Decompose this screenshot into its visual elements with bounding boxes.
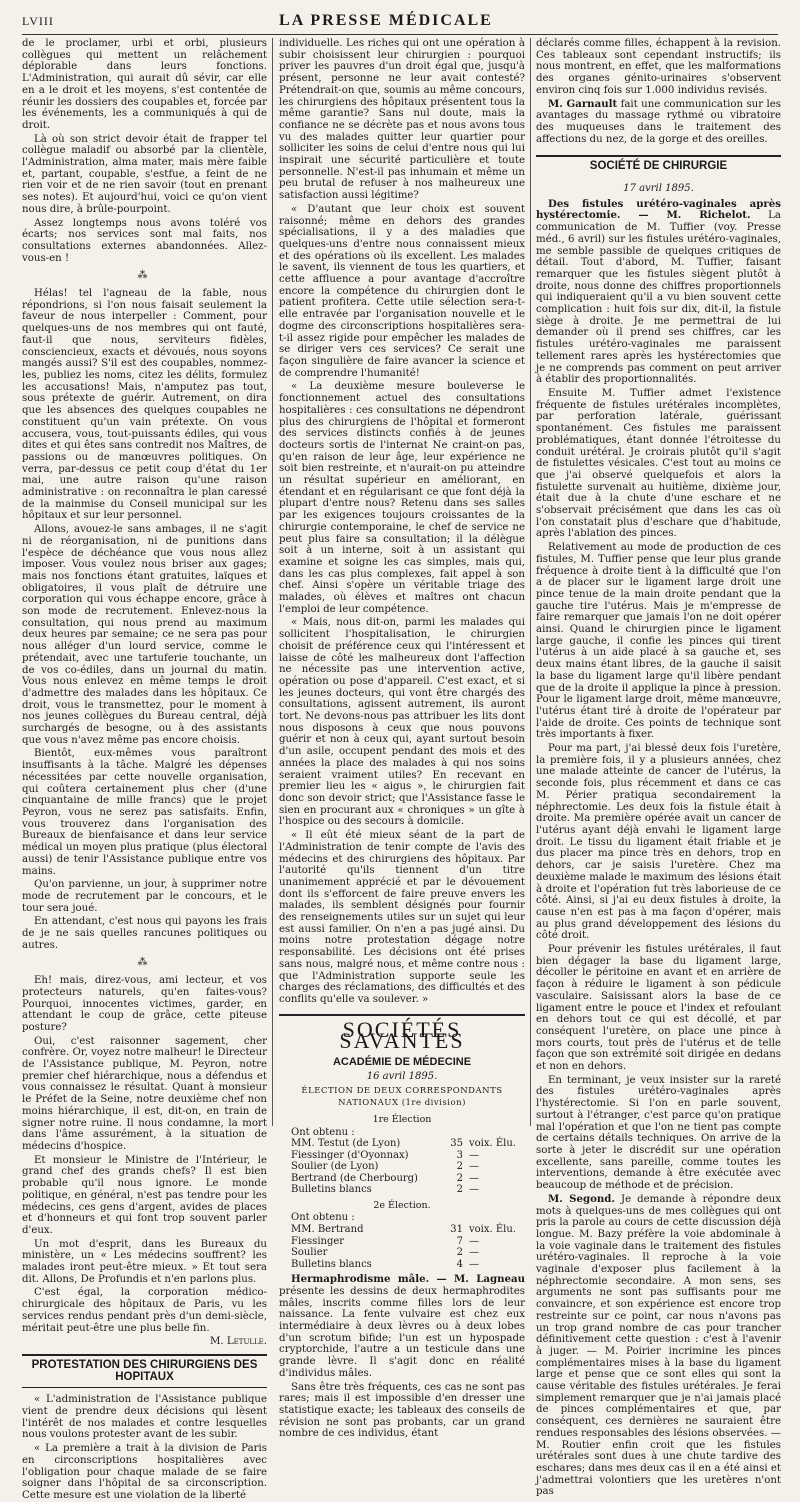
vote-num: 35	[450, 1138, 463, 1150]
vote-table	[279, 1138, 525, 1196]
page-header	[22, 8, 778, 35]
vote-num: 2	[456, 1184, 463, 1196]
paragraph: En attendant, c'est nous qui payons les frais de je ne sais quelles rancunes politiques ou autres.	[22, 916, 267, 951]
paragraph: individuelle. Les riches qui ont une opération à subir choisissent leur chirurgien : pourquoi priver les pauvres d'un droit égal que, jusqu'à présent, personne ne leur avait contesté? Prétendrait-on que, soumis au même concours, les chirurgiens des hôpitaux présentent tous la même garantie? Sans nul doute, mais la confiance ne se décrète pas et nous avons tous vu des malades quitter leur quartier pour solliciter les soins de celui d'entre nous qui lui inspirait une sécurité particulière et toute personnelle. N'est-il pas inhumain et même un peu brutal de refuser à nos malheureux une satisfaction aussi légitime?	[279, 38, 525, 202]
paragraph: « La première a trait à la division de Paris en circonscriptions hospitalières avec l'obligation pour chaque malade de se faire soigner dans l'hôpital de sa circonscription. Cette mesure est une violation de la liberté	[22, 1443, 267, 1501]
paragraph-lead: Des fistules urétéro-vaginales après hystérectomie. — M. Richelot.	[536, 197, 781, 222]
column-divider	[530, 38, 531, 1126]
election-title: 1re Élection	[372, 1113, 432, 1125]
vote-num: 4	[456, 1258, 463, 1270]
vote-unit: —	[469, 1161, 479, 1173]
paragraph: Pour ma part, j'ai blessé deux fois l'uretère, la première fois, il y a plusieurs années, chez une malade atteinte de cancer de l'utérus, la seconde fois, plus récemment et dans ce cas M. Périer pratiqua secondairement la néphrectomie. Les deux fois la fistule était à droite. Ma première opérée avait un cancer de l'utérus ayant déjà envahi le ligament large droit. Le tissu du ligament était friable et je dus placer ma pince très en dehors, trop en dehors, car je saisis l'uretère. Chez ma deuxième malade le maximum des lésions était à droite et l'opération fut très laborieuse de ce côté. Ainsi, si j'ai eu deux fistules à droite, la cause n'en est pas à ma façon d'opérer, mais au plus grand développement des lésions du côté droit.	[536, 743, 781, 942]
journal-title: LA PRESSE MÉDICALE	[279, 12, 493, 29]
vote-row	[279, 1224, 525, 1236]
vote-unit: voix. Élu.	[469, 1138, 516, 1150]
paragraph: Allons, avouez-le sans ambages, il ne s'agit ni de réorganisation, ni de punitions dans l'espèce de déchéance que vous nous allez imposer. Vous voulez nous briser aux gages; mais nos fonctions étant gratuites, laïques et obligatoires, il vous plaît de détruire une corporation qui vous échappe encore, grâce à son mode de recrutement. Enlevez-nous la consultation, qui nous prend au maximum deux heures par semaine; ce ne sera pas pour nous alléger d'un lourd service, comme le prétendait, avec une tartuferie touchante, un de vos co-édiles, dans un journal du matin. Vous nous enlevez en même temps le droit d'admettre des malades dans les hôpitaux. Ce droit, vous le transmettez, pour le moment à nos jeunes collègues du Bureau central, déjà surchargés de besogne, ou à des assistants que vous n'avez même pas encore choisis.	[22, 524, 267, 746]
vote-num: 2	[456, 1172, 463, 1184]
column-3	[536, 38, 781, 1498]
votes-label: Ont obtenu :	[291, 1126, 355, 1138]
paragraph: Oui, c'est raisonner sagement, cher confrère. Or, voyez notre malheur! le Directeur de l'Assistance publique, M. Peyron, notre premier chef hiérarchique, nous a défendus et vous connaissez le résultat. Quant à monsieur le Préfet de la Seine, notre deuxième chef non moins hiérarchique, il est, dit-on, en train de signer notre ruine. Il nous condamne, la mort dans l'âme assurément, à la situation de médecins d'hospice.	[22, 1035, 267, 1152]
election-title: 2e Élection.	[373, 1199, 431, 1211]
column-2	[279, 38, 525, 1440]
column-1	[22, 38, 268, 1501]
vote-name: MM. Testut (de Lyon)	[291, 1138, 401, 1150]
paragraph: Un mot d'esprit, dans les Bureaux du ministère, un « Les médecins souffrent? les malades iront peut-être mieux. » Et tout sera dit. Allons, De Profundis et n'en parlons plus.	[22, 1238, 267, 1285]
paragraph: Hélas! tel l'agneau de la fable, nous répondrions, si l'on nous faisait seulement la faveur de nous interpeller : Comment, pour quelques-uns de nos membres qui ont fauté, faut-il que nous, serviteurs fidèles, consciencieux, exacts et dévoués, nous soyons mangés aussi? S'il est des coupables, nommez-les, publiez les noms, citez les délits, formulez les accusations! Mais, n'amputez pas tout, sous prétexte de guérir. Autrement, on dira que les absences des quelques coupables ne constituent qu'un vain prétexte. On vous accusera, vous, tout-puissants édiles, qui vous dites et qui êtes sans contredit nos Maîtres, de passions ou de manœuvres politiques. On verra, par-dessus ce petit coup d'état du 1er mai, une autre raison qu'une raison administrative : on reconnaîtra le plan caressé de la mainmise du Conseil municipal sur les hôpitaux et sur leur personnel.	[22, 288, 267, 522]
signature: M. Letulle.	[210, 1336, 267, 1348]
vote-num: 3	[456, 1149, 463, 1161]
paragraph: « L'administration de l'Assistance publique vient de prendre deux décisions qui lèsent l'intérêt de nos malades et contre lesquelles nous voulons protester avant de les subir.	[22, 1394, 267, 1441]
paragraph: Relativement au mode de production de ces fistules, M. Tuffier pense que leur plus grande fréquence à droite tient à la difficulté que l'on a de placer sur le ligament large droit une pince tenue de la main droite pendant que la gauche tire l'utérus. Mais je m'empresse de faire remarquer que jamais l'on ne doit opérer ainsi. Quand le chirurgien pince le ligament large gauche, il confie les pinces qui tirent l'utérus à un aide placé à sa gauche et, ses deux mains étant libres, de la gauche il saisit la base du ligament large qu'il libère pendant que de la droite il applique la pince à pression. Pour le ligament large droit, même manœuvre, l'utérus étant tiré à droite de l'opérateur par l'aide de droite. Ces points de technique sont très importants à fixer.	[536, 542, 781, 741]
paragraph: « Il eût été mieux séant de la part de l'Administration de tenir compte de l'avis des médecins et des chirurgiens des hôpitaux. Par l'autorité qu'ils tiennent d'un titre unanimement apprécié et par le dévouement dont ils s'efforcent de faire preuve envers les malades, ils semblent désignés pour fournir des renseignements utiles sur un sujet qui leur est aussi familier. On n'en a pas jugé ainsi. Du moins notre protestation dégage notre responsabilité. Les décisions ont été prises sans nous, malgré nous, et même contre nous : que l'Administration supporte seule les charges des réclamations, des difficultés et des conflits qu'elle va soulever. »	[279, 830, 525, 1005]
subsection-title: ACADÉMIE DE MÉDECINE	[332, 1056, 472, 1069]
paragraph: Ensuite M. Tuffier admet l'existence fréquente de fistules urétérales incomplètes, par perforation latérale, guérissant spontanément. Ces fistules me paraissent problématiques, étant donnée l'étroitesse du conduit urétéral. Je croirais plutôt qu'il s'agit de fistulettes vésicales. C'est tout au moins ce que j'ai observé quelquefois et alors la fistulette survenait au huitième, dixième jour, était due à la chute d'une eschare et ne s'observait précisément que dans les cas où l'on constatait plus d'eschare que d'habitude, après l'ablation des pinces.	[536, 387, 781, 540]
paragraph: « D'autant que leur choix est souvent raisonné; même en dehors des grandes spécialisations, il y a des maladies que quelques-uns d'entre nous connaissent mieux et des opérations où ils excellent. Les malades le savent, ils viennent de tous les quartiers, et cette affluence a pour avantage d'accroître encore la compétence du chirurgien dont le patient profitera. Cette utile sélection sera-t-elle entravée par l'organisation nouvelle et le dogme des circonscriptions hospitalières sera-t-il assez rigide pour empêcher les malades de se diriger vers ces services? Ce serait une façon singulière de faire avancer la science et de comprendre l'humanité!	[279, 203, 525, 379]
session-date: 16 avril 1895.	[366, 1070, 438, 1082]
vote-row	[279, 1138, 525, 1150]
vote-row	[279, 1236, 525, 1248]
paragraph	[536, 199, 781, 386]
paragraph-body: fait une communication sur les avantages du massage rythmé ou vibratoire des muqueuses dans le traitement des affections du nez, de la gorge et des oreilles.	[536, 98, 781, 145]
section-title: SOCIÉTÉ DE CHIRURGIE	[536, 155, 781, 177]
vote-unit: —	[469, 1247, 479, 1259]
paragraph: Qu'on parvienne, un jour, à supprimer notre mode de recrutement par le concours, et le tour sera joué.	[22, 879, 267, 914]
paragraph-lead: M. Garnault	[548, 97, 618, 110]
vote-name: MM. Bertrand	[291, 1224, 364, 1236]
vote-name: Fiessinger (d'Oyonnax)	[291, 1149, 409, 1161]
paragraph: Eh! mais, direz-vous, ami lecteur, et vos protecteurs naturels, qu'en faites-vous? Pourquoi, innocentes victimes, garder, en attendant le coup de grâce, cette piteuse posture?	[22, 975, 267, 1033]
vote-name: Soulier	[291, 1247, 328, 1259]
vote-num: 2	[456, 1161, 463, 1173]
paragraph	[536, 99, 781, 146]
paragraph: déclarés comme filles, échappent à la revision. Ces tableaux sont cependant instructifs; ils nous montrent, en effet, que les malformations des organes génito-urinaires s'observent environ cinq fois sur 1.000 individus revisés.	[536, 38, 781, 96]
paragraph: Assez longtemps nous avons toléré vos écarts; nos services sont mal faits, nos consultations externes abandonnées. Allez-vous-en !	[22, 217, 267, 264]
paragraph-body: La communication de M. Tuffier (voy. Presse méd., 6 avril) sur les fistules urétéro-vaginales, me semble passible de quelques critiques de détail. Tout d'abord, M. Tuffier, faisant remarquer que les fistules siègent plutôt à droite, nous donne des chiffres proportionnels qui indiqueraient qu'il a vu bien souvent cette complication : huit fois sur dix, dit-il, la fistule siège à droite. Je me permettrai de lui demander où il prend ses chiffres, car les fistules urétéro-vaginales me paraissent tellement rares après les hystérectomies que je ne comprends pas comment on peut arriver à établir des proportionnalités.	[536, 210, 781, 386]
page-number: LVIII	[22, 13, 54, 28]
vote-name: Bulletins blancs	[291, 1258, 372, 1270]
paragraph-lead: M. Segond.	[548, 1192, 615, 1205]
vote-row	[279, 1150, 525, 1162]
paragraph-lead: Hermaphrodisme mâle. — M. Lagneau	[291, 1273, 525, 1286]
paragraph: de le proclamer, urbi et orbi, plusieurs collègues qui mettent un relâchement déplorable dans leurs fonctions. L'Administration, qui aurait dû sévir, car elle en a le droit et les moyens, s'est contentée de réunir les dossiers des coupables et, forcée par les événements, les a communiqués à qui de droit.	[22, 38, 268, 131]
paragraph: « La deuxième mesure bouleverse le fonctionnement actuel des consultations hospitalières : ces consultations ne dépendront plus des chirurgiens de l'hôpital et formeront des services distincts confiés à de jeunes docteurs sortis de l'internat Ne craint-on pas, qu'en raison de leur âge, leur expérience ne soit bien restreinte, et n'aurait-on pu atteindre un résultat supérieur en améliorant, en étendant et en régularisant ce que font déjà la plupart d'entre nous? Retenu dans ses salles par les exigences toujours croissantes de la chirurgie contemporaine, le chef de service ne peut plus faire sa consultation; il la délègue soit à un interne, soit à un assistant qui examine et soigne les cas simples, mais qui, dans les cas plus complexes, fait appel à son chef. Ainsi s'opère un véritable triage des malades, où élèves et maîtres ont chacun l'emploi de leur compétence.	[279, 381, 525, 615]
vote-unit: —	[469, 1235, 479, 1247]
paragraph: C'est égal, la corporation médico-chirurgicale des hôpitaux de Paris, vu les services rendus pendant près d'un demi-siècle, méritait peut-être une plus belle fin.	[22, 1287, 267, 1334]
paragraph: Sans être très fréquents, ces cas ne sont pas rares; mais il est impossible d'en dresser une statistique exacte; les tableaux des conseils de révision ne sont pas probants, car un grand nombre de ces individus, étant	[279, 1381, 525, 1440]
vote-num: 7	[456, 1235, 463, 1247]
vote-unit: —	[469, 1258, 479, 1270]
vote-num: 2	[456, 1247, 463, 1259]
paragraph-body: Je demande à répondre deux mots à quelques-uns de mes collègues qui ont pris la parole au cours de cette discussion déjà longue. M. Bazy préfère la voie abdominale à la voie vaginale dans le traitement des fistules urétéro-vaginales. Il reproche à la voie vaginale d'exposer plus facilement à la néphrectomie secondaire. A mon sens, ses arguments ne sont pas suffisants pour me convaincre, et son expérience est encore trop restreinte sur ce point, car nous n'avons pas un trop grand nombre de cas pour trancher définitivement cette question : c'est à l'avenir à juger. — M. Poirier incrimine les pinces complémentaires mises à la base du ligament large et pense que ce sont elles qui sont la cause véritable des fistules urétérales. Je ferai simplement remarquer que je n'ai jamais placé de pinces complémentaires et que, par conséquent, ces dernières ne sauraient être rendues responsables des lésions observées. — M. Routier enfin croit que les fistules urétérales sont dues à une chute tardive des eschares; dans mes deux cas il en a été ainsi et j'admettrai volontiers que les uretères n'ont pas	[536, 1193, 781, 1498]
paragraph-body: présente les dessins de deux hermaphrodites mâles, inscrits comme filles lors de leur naissance. La fente vulvaire est chez eux intermédiaire à deux lèvres ou à deux lobes d'un scrotum bifide; l'un est un hypospade cryptorchide, l'autre a un testicule dans une grande lèvre. Il s'agit donc en réalité d'individus mâles.	[279, 1285, 525, 1379]
vote-row	[279, 1161, 525, 1173]
vote-num: 31	[450, 1224, 463, 1236]
vote-unit: —	[469, 1172, 479, 1184]
section-title: PROTESTATION DES CHIRURGIENS DES HOPITAUX	[22, 1354, 267, 1388]
vote-row	[279, 1173, 525, 1185]
paragraph: Pour prévenir les fistules urétérales, il faut bien dégager la base du ligament large, décoller le péritoine en avant et en arrière de façon à réduire le ligament à son pédicule vasculaire. Saisissant alors la base de ce ligament entre le pouce et l'index et refoulant en dehors tout ce qui est décollé, et par conséquent l'uretère, on place une pince à mors courts, tout près de l'utérus et de telle façon que son extrémité soit dirigée en dedans et non en dehors.	[536, 944, 781, 1073]
paragraph	[279, 1274, 525, 1379]
session-date: 17 avril 1895.	[623, 183, 694, 195]
separator-dots: ⁂	[137, 957, 152, 969]
column-divider	[272, 38, 273, 1126]
vote-unit: —	[469, 1184, 479, 1196]
vote-name: Bulletins blancs	[291, 1184, 372, 1196]
paragraph: En terminant, je veux insister sur la rareté des fistules urétéro-vaginales après l'hystérectomie. Si l'on en parle souvent, surtout à l'étranger, c'est parce qu'on pratique mal l'opération et que l'on ne tient pas compte de certains détails techniques. On arrive de la sorte à jeter le discrédit sur une opération excellente, sans pareille, comme toutes les interventions, demande à être exécutée avec beaucoup de méthode et de précision.	[536, 1074, 781, 1192]
vote-row	[279, 1247, 525, 1259]
election-heading: ÉLECTION DE DEUX CORRESPONDANTS NATIONAUX (1re division)	[301, 1086, 503, 1109]
vote-table	[279, 1224, 525, 1270]
paragraph: Là où son strict devoir était de frapper tel collègue maladif ou absorbé par la clientèle, l'Administration, alma mater, mais mère faible et, partant, coupable, s'estfue, a feint de ne rien voir et de ne rien savoir (tout en prenant ses notes). Et aujourd'hui, voici ce qu'on vient nous dire, à brûle-pourpoint.	[22, 133, 267, 215]
votes-label: Ont obtenu :	[291, 1212, 355, 1224]
vote-row	[279, 1259, 525, 1271]
paragraph	[536, 1194, 781, 1498]
vote-name: Soulier (de Lyon)	[291, 1161, 379, 1173]
paragraph: Bientôt, eux-mêmes vous paraîtront insuffisants à la tâche. Malgré les dépenses nécessitées par cette nouvelle organisation, qui coûtera certainement plus cher (d'une cinquantaine de mille francs) que le projet Peyron, vous ne serez pas satisfaits. Enfin, vous trouverez dans l'organisation des Bureaux de bienfaisance et dans leur service médical un moyen plus pratique (plus électoral aussi) de tenir l'Assistance publique entre vos mains.	[22, 748, 267, 877]
separator-dots: ⁂	[137, 270, 152, 282]
vote-name: Fiessinger	[291, 1235, 345, 1247]
vote-unit: voix. Élu.	[469, 1224, 516, 1236]
paragraph: Et monsieur le Ministre de l'Intérieur, le grand chef des grands chefs? Il est bien probable qu'il nous ignore. Le monde politique, en général, n'est pas tendre pour les médecins, ces gens d'argent, avides de places et d'honneurs et qui font trop souvent parler d'eux.	[22, 1154, 267, 1236]
vote-name: Bertrand (de Cherbourg)	[291, 1172, 418, 1184]
paragraph: « Mais, nous dit-on, parmi les malades qui sollicitent l'hospitalisation, le chirurgien choisit de préférence ceux qui l'intéressent et laisse de côté les malheureux dont l'affection ne nécessite pas une intervention active, opération ou pose d'appareil. C'est exact, et si les jeunes docteurs, qui vont être chargés des consultations, agissent autrement, ils auront tort. Ne devons-nous pas attribuer les lits dont nous disposons à ceux que nous pouvons guérir et non à ceux qui, ayant surtout besoin d'un asile, occupent pendant des mois et des années la place des malades à qui nos soins seraient vraiment utiles? En recevant en premier lieu les « aigus », le chirurgien fait donc son devoir strict; que l'Assistance fasse le sien en procurant aux « chroniques » un gîte à l'hospice ou des secours à domicile.	[279, 617, 525, 828]
section-banner: SOCIÉTÉS SAVANTES	[279, 1014, 525, 1053]
vote-unit: —	[469, 1149, 479, 1161]
vote-row	[279, 1184, 525, 1196]
